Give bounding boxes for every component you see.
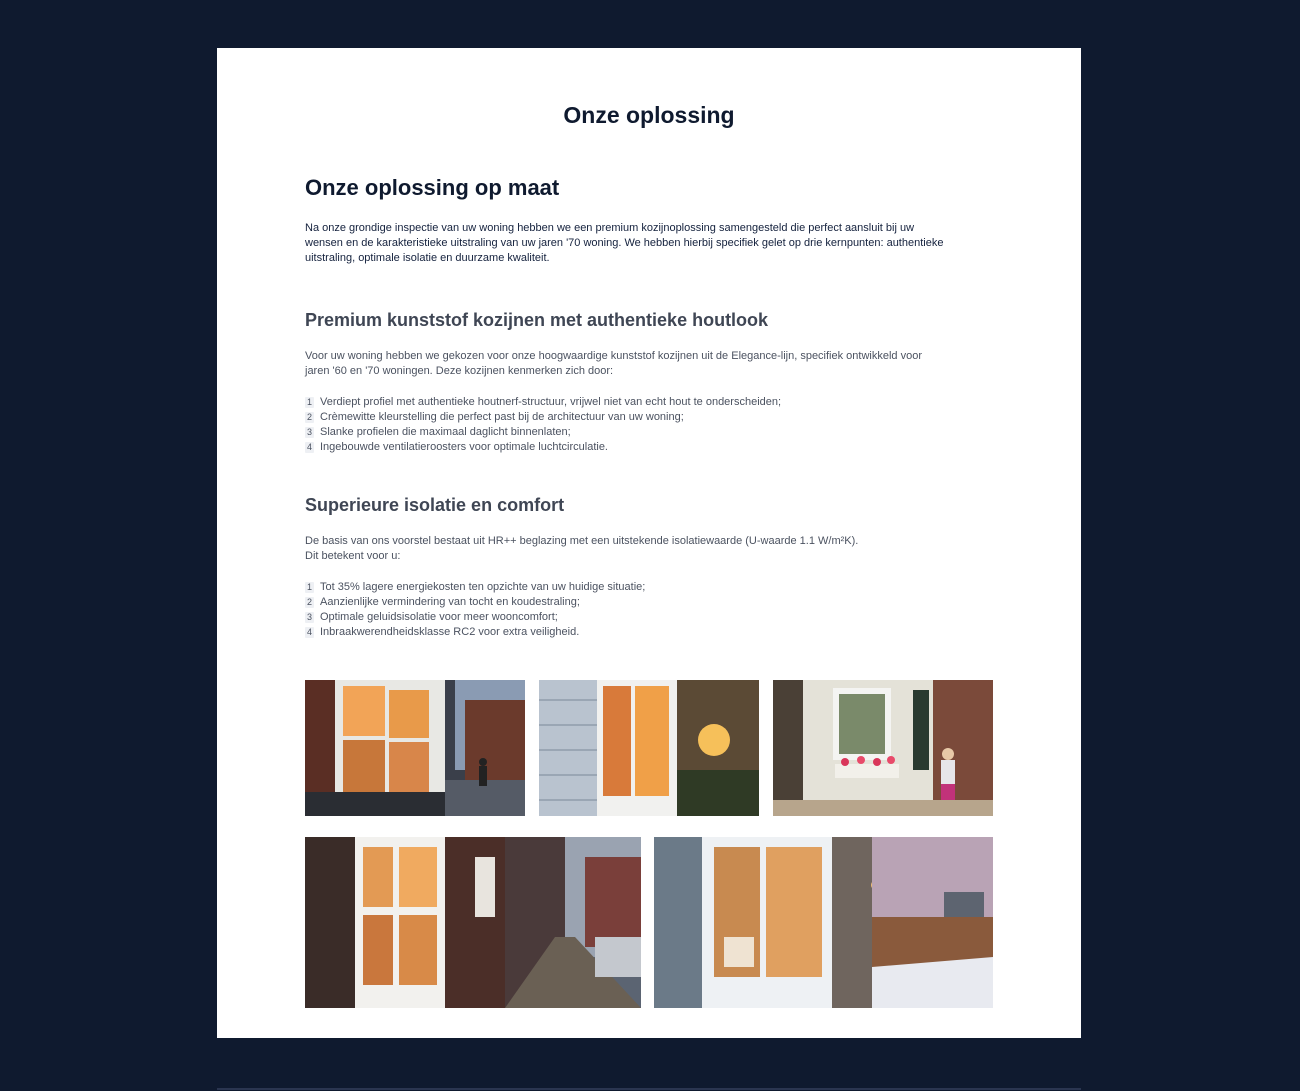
intro-line: uitstraling, optimale isolatie en duurzame kwaliteit. bbox=[305, 252, 550, 264]
list-text: Verdiept profiel met authentieke houtnerf-structuur, vrijwel niet van echt hout te onderscheiden; bbox=[320, 396, 782, 408]
body-line: De basis van ons voorstel bestaat uit HR++ beglazing met een uitstekende isolatiewaarde (U-waarde 1.1 W/m²K). bbox=[305, 535, 859, 547]
body-line: Dit betekent voor u: bbox=[305, 550, 401, 562]
list-number: 4 bbox=[306, 442, 312, 452]
page-divider bbox=[217, 1088, 1081, 1090]
insulation-benefit-list bbox=[305, 580, 645, 640]
intro-line: wensen en de karakteristieke uitstraling van uw jaren '70 woning. We hebben hierbij specifiek gelet op drie kernpunten: authentieke bbox=[305, 237, 944, 249]
list-number: 1 bbox=[306, 397, 312, 407]
list-item bbox=[305, 595, 645, 610]
list-text: Tot 35% lagere energiekosten ten opzichte van uw huidige situatie; bbox=[320, 581, 646, 593]
photo-window-flowerbox bbox=[773, 680, 993, 816]
list-number: 2 bbox=[306, 412, 312, 422]
list-item bbox=[305, 610, 645, 625]
intro-paragraph bbox=[305, 221, 995, 266]
subsection-heading-frames: Premium kunststof kozijnen met authentieke houtlook bbox=[305, 310, 769, 330]
list-text: Ingebouwde ventilatieroosters voor optimale luchtcirculatie. bbox=[320, 441, 608, 453]
list-item bbox=[305, 395, 781, 410]
list-text: Crèmewitte kleurstelling die perfect past bij de architectuur van uw woning; bbox=[320, 411, 684, 423]
body-line: jaren '60 en '70 woningen. Deze kozijnen kenmerken zich door: bbox=[305, 365, 614, 377]
frames-feature-list bbox=[305, 395, 781, 455]
list-number: 2 bbox=[306, 597, 312, 607]
list-text: Optimale geluidsisolatie voor meer wooncomfort; bbox=[320, 611, 558, 623]
list-number: 3 bbox=[306, 427, 312, 437]
body-line: Voor uw woning hebben we gekozen voor onze hoogwaardige kunststof kozijnen uit de Elegance-lijn, specifiek ontwikkeld voor bbox=[305, 350, 922, 362]
insulation-paragraph bbox=[305, 534, 995, 564]
list-text: Inbraakwerendheidsklasse RC2 voor extra veiligheid. bbox=[320, 626, 580, 638]
list-item bbox=[305, 440, 781, 455]
photo-window-sunset bbox=[539, 680, 759, 816]
list-number: 1 bbox=[306, 582, 312, 592]
intro-line: Na onze grondige inspectie van uw woning hebben we een premium kozijnoplossing samengesteld die perfect aansluit bij uw bbox=[305, 222, 915, 234]
page-title: Onze oplossing bbox=[563, 102, 735, 128]
list-item bbox=[305, 580, 645, 595]
photo-window-street-dusk bbox=[305, 680, 525, 816]
list-item bbox=[305, 410, 781, 425]
subsection-heading-insulation: Superieure isolatie en comfort bbox=[305, 495, 565, 515]
photo-townhouse-street bbox=[305, 837, 641, 1008]
list-item bbox=[305, 625, 645, 640]
list-text: Aanzienlijke vermindering van tocht en koudestraling; bbox=[320, 596, 580, 608]
photo-window-snowy-garden bbox=[654, 837, 993, 1008]
list-text: Slanke profielen die maximaal daglicht binnenlaten; bbox=[320, 426, 571, 438]
document-page bbox=[217, 48, 1081, 1038]
frames-paragraph bbox=[305, 349, 995, 379]
list-item bbox=[305, 425, 781, 440]
list-number: 4 bbox=[306, 627, 312, 637]
section-heading: Onze oplossing op maat bbox=[305, 175, 560, 200]
list-number: 3 bbox=[306, 612, 312, 622]
